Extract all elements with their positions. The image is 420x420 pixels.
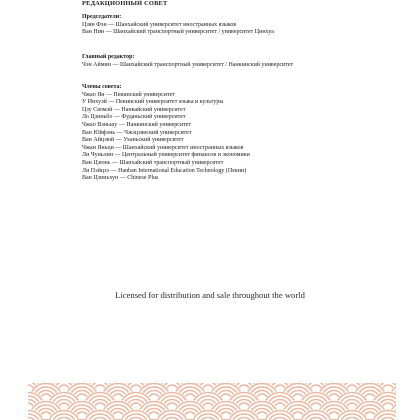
member-entry: Ван Цзюнь — Шанхайский транспортный университет [82,159,224,166]
member-entry: Ван Юйфэнь — Чжэцзянский университет [82,129,192,136]
chief-editor-heading: Главный редактор: [82,54,135,60]
board-title: РЕДАКЦИОННЫЙ СОВЕТ [82,0,168,7]
chairs-heading: Председатели: [82,14,122,20]
chairs-section [82,14,274,37]
member-entry: Ван Айцзюй — Уханьский университет [82,137,184,144]
chief-editor-section [82,54,293,69]
member-entry: Чжао Ян — Пекинский университет [82,91,175,98]
chief-editor-entry: Чэн Аймин — Шанхайский транспортный университет / Нанкинский университет [82,61,294,68]
member-entry: Ло Цзиньбо — Фуданьский университет [82,114,186,121]
chair-entry: Цзян Фэн — Шанхайский университет иностранных языков [82,21,237,28]
member-entry: Чжан Яньци — Шанхайский университет иностранных языков [82,144,244,151]
member-entry: Цзу Сяомэй — Нанкайский университет [82,106,186,113]
members-heading: Члены совета: [82,84,122,90]
members-section [82,84,250,183]
member-entry: Чжао Вэньшу — Нанкинский университет [82,121,192,128]
member-entry: У Инхуэй — Пекинский университет языка и культуры [82,99,224,106]
member-entry: Ли Чуньлин — Центральный университет финансов и экономики [82,152,250,159]
chair-entry: Ван Нин — Шанхайский транспортный университет / университет Цинхуа [82,29,274,36]
editorial-board [82,0,402,182]
seigaiha-wave-pattern [28,383,396,420]
member-entry: Ли Пэйцзэ — Hanban International Education Technology (Пекин) [82,167,247,174]
license-notice: Licensed for distribution and sale throughout the world [115,290,305,300]
member-entry: Ван Цзиньхун — Chinese Plus [82,175,159,182]
